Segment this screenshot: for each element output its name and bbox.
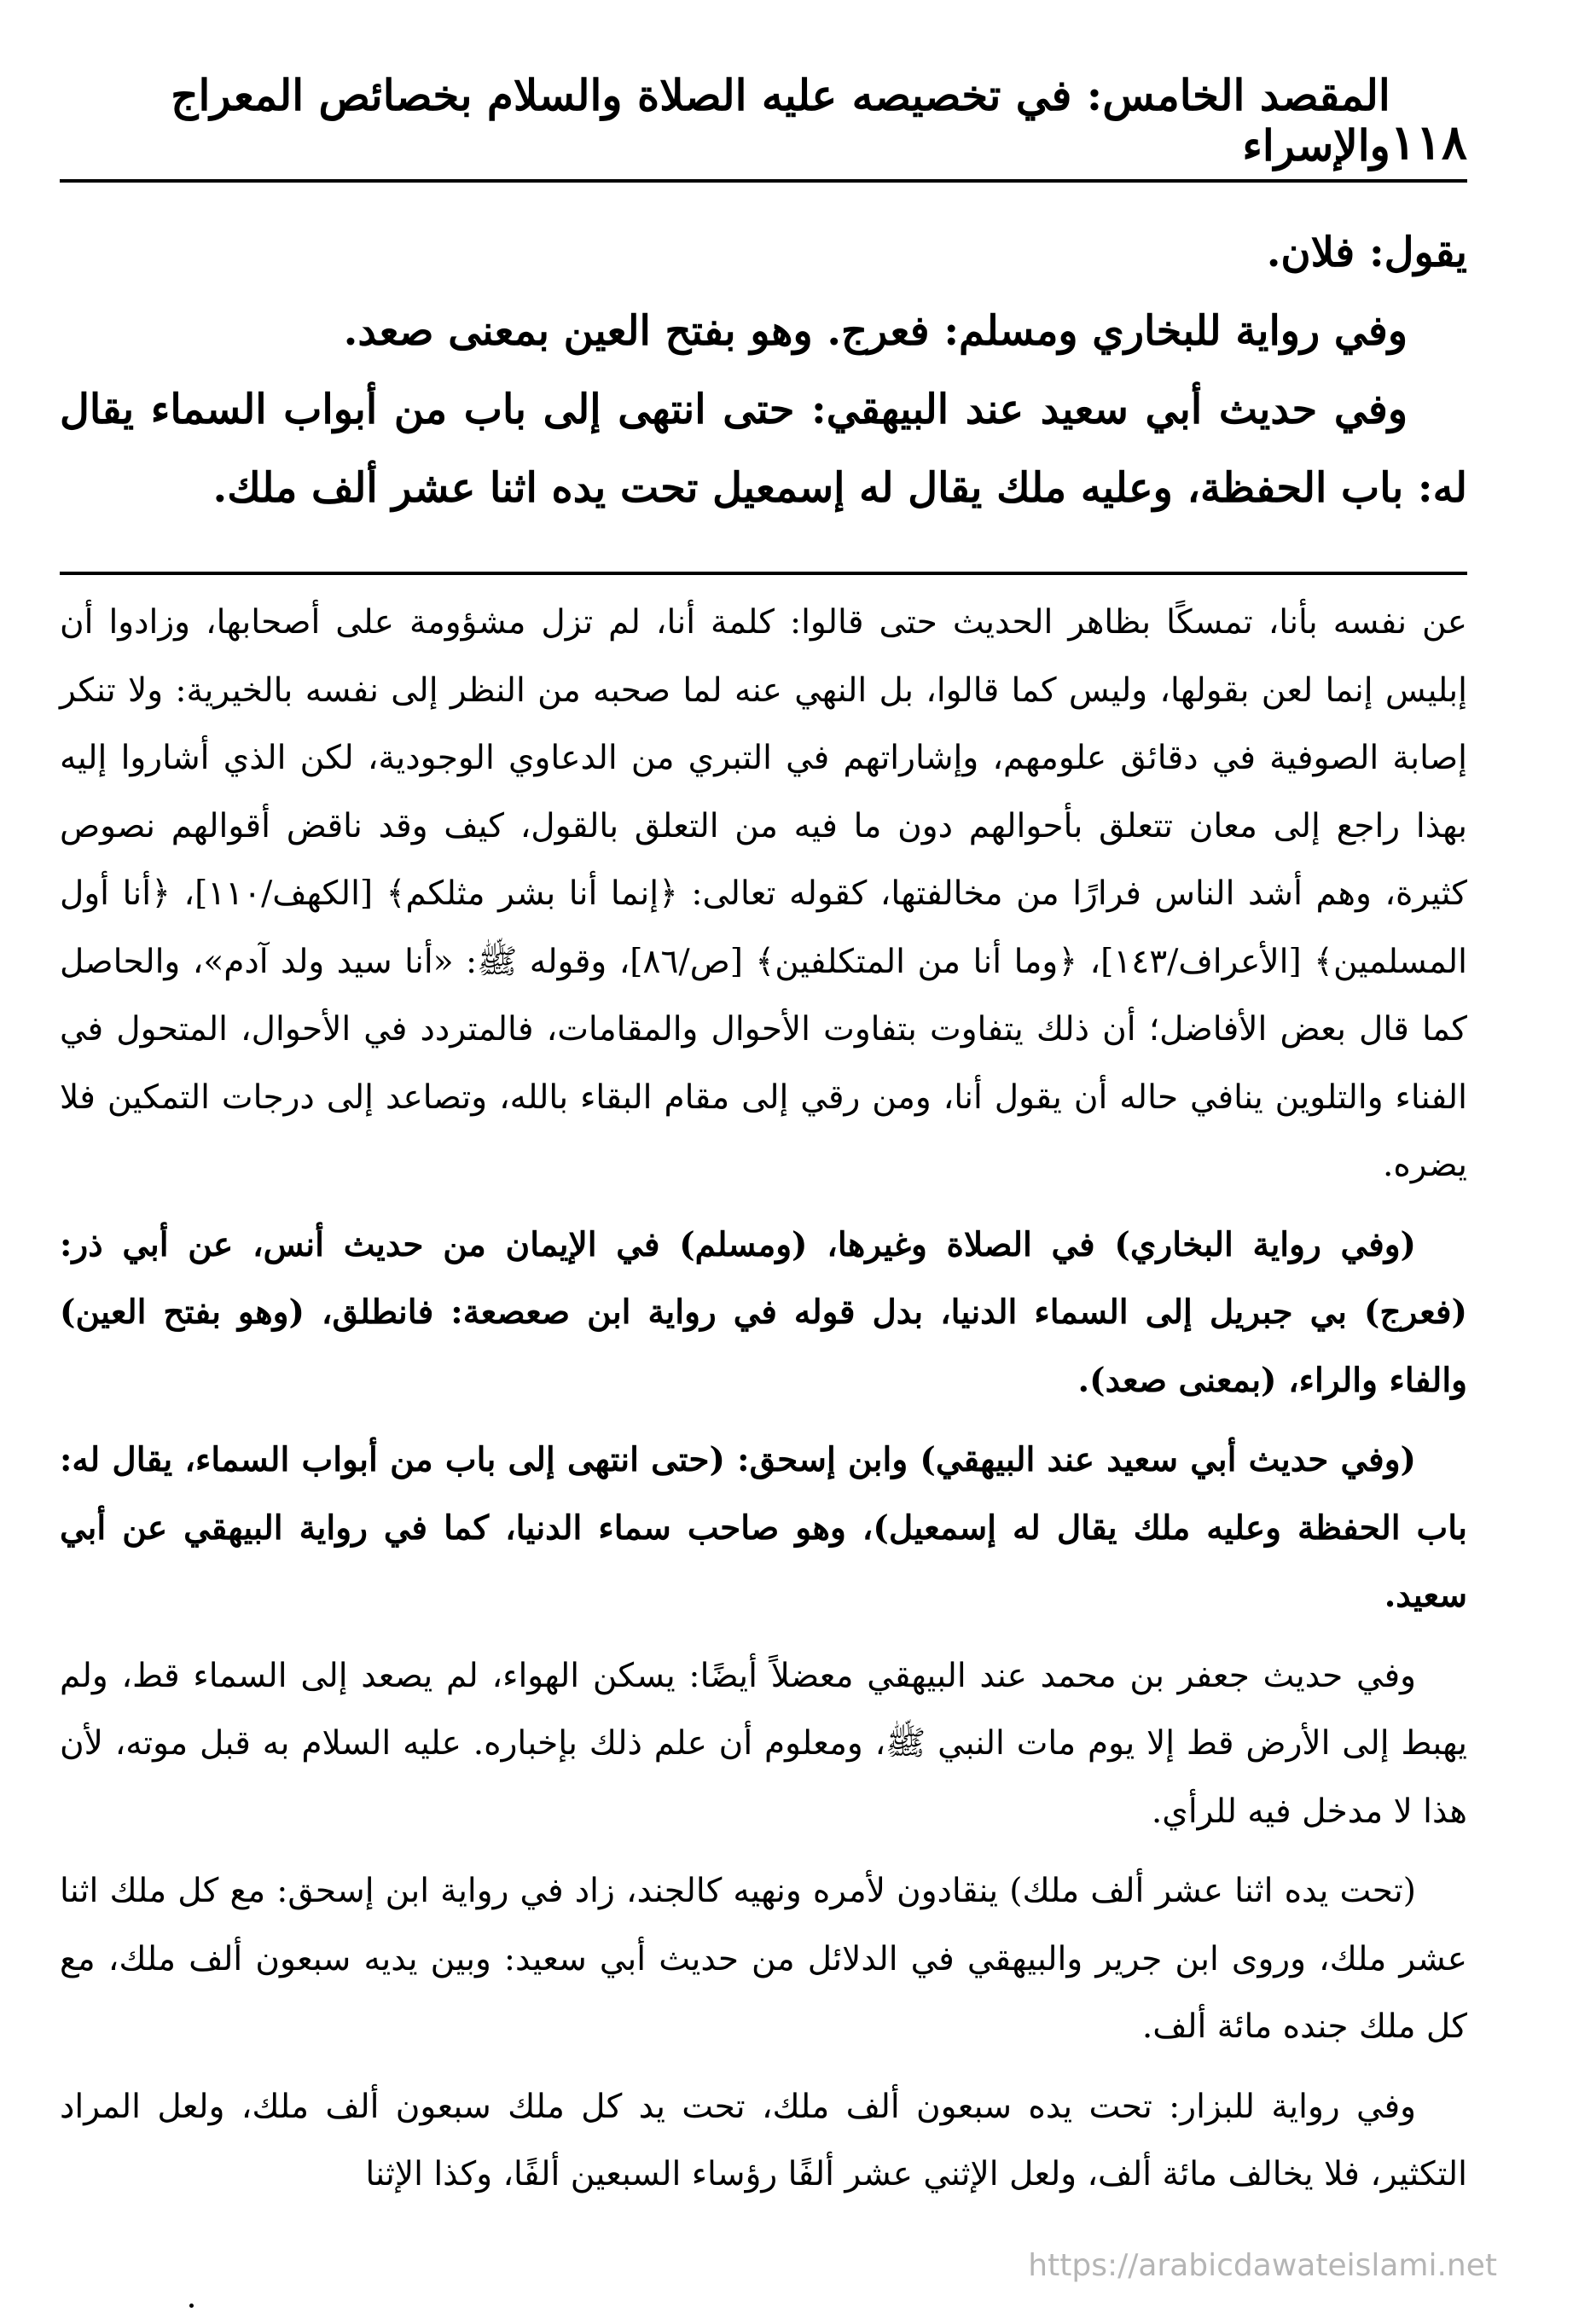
commentary-paragraph-4: وفي حديث جعفر بن محمد عند البيهقي معضلاً أيضًا: يسكن الهواء، لم يصعد إلى السماء قط، ولم يهبط إلى الأرض قط إلا يوم مات النبي ﷺ، ومعلوم أن علم ذلك بإخباره. عليه السلام به قبل موته، لأن هذا لا مدخل فيه للرأي. bbox=[60, 1656, 1467, 1831]
main-paragraph-1: يقول: فلان. bbox=[1266, 229, 1467, 276]
header-rule bbox=[60, 179, 1467, 183]
running-title: المقصد الخامس: في تخصيصه عليه الصلاة والسلام بخصائص المعراج والإسراء bbox=[171, 70, 1390, 171]
page-header bbox=[60, 70, 1467, 171]
main-paragraph-3: وفي حديث أبي سعيد عند البيهقي: حتى انتهى إلى باب من أبواب السماء يقال له: باب الحفظة، وعليه ملك يقال له إسمعيل تحت يده اثنا عشر ألف ملك. bbox=[60, 386, 1467, 512]
main-paragraph-2: وفي رواية للبخاري ومسلم: فعرج. وهو بفتح العين بمعنى صعد. bbox=[343, 307, 1408, 355]
watermark-url: https://arabicdawateislami.net bbox=[1028, 2248, 1497, 2283]
main-text bbox=[60, 213, 1467, 527]
ink-dot bbox=[189, 2304, 194, 2308]
commentary-paragraph-2: (وفي رواية البخاري) في الصلاة وغيرها، (ومسلم) في الإيمان من حديث أنس، عن أبي ذر: (فعرج) بي جبريل إلى السماء الدنيا، بدل قوله في رواية ابن صعصعة: فانطلق، (وهو بفتح العين) والفاء والراء، (بمعنى صعد). bbox=[60, 1224, 1467, 1400]
page-number: ١١٨ bbox=[1390, 114, 1467, 171]
commentary-paragraph-6: وفي رواية للبزار: تحت يده سبعون ألف ملك، تحت يد كل ملك سبعون ألف ملك، ولعل المراد التكثير، فلا يخالف مائة ألف، ولعل الإثني عشر ألفًا رؤساء السبعين ألفًا، وكذا الإثنا bbox=[60, 2087, 1467, 2193]
commentary-paragraph-1: عن نفسه بأنا، تمسكًا بظاهر الحديث حتى قالوا: كلمة أنا، لم تزل مشؤومة على أصحابها، وزادوا أن إبليس إنما لعن بقولها، وليس كما قالوا، بل النهي عنه لما صحبه من النظر إلى نفسه بالخيرية: ولا تنكر إصابة الصوفية في دقائق علومهم، وإشاراتهم في التبري من الدعاوي الوجودية، لكن الذي أشاروا إليه بهذا راجع إلى معان تتعلق بأحوالهم دون ما فيه من التعلق بالقول، كيف وقد ناقض أقوالهم نصوص كثيرة، وهم أشد الناس فرارًا من مخالفتها، كقوله تعالى: ﴿إنما أنا بشر مثلكم﴾ [الكهف/١١٠]، ﴿أنا أول المسلمين﴾ [الأعراف/١٤٣]، ﴿وما أنا من المتكلفين﴾ [ص/٨٦]، وقوله ﷺ: «أنا سيد ولد آدم»، والحاصل كما قال بعض الأفاضل؛ أن ذلك يتفاوت بتفاوت الأحوال والمقامات، فالمتردد في الأحوال، المتحول في الفناء والتلوين ينافي حاله أن يقول أنا، ومن رقي إلى مقام البقاء بالله، وتصاعد إلى درجات التمكين فلا يضره. bbox=[60, 603, 1467, 1184]
commentary-paragraph-5: (تحت يده اثنا عشر ألف ملك) ينقادون لأمره ونهيه كالجند، زاد في رواية ابن إسحق: مع كل ملك اثنا عشر ملك، وروى ابن جرير والبيهقي في الدلائل من حديث أبي سعيد: وبين يديه سبعون ألف ملك، مع كل ملك جنده مائة ألف. bbox=[60, 1872, 1467, 2046]
commentary-paragraph-3: (وفي حديث أبي سعيد عند البيهقي) وابن إسحق: (حتى انتهى إلى باب من أبواب السماء، يقال له: باب الحفظة وعليه ملك يقال له إسمعيل)، وهو صاحب سماء الدنيا، كما في رواية البيهقي عن أبي سعيد. bbox=[60, 1440, 1467, 1615]
book-page bbox=[60, 0, 1467, 2324]
commentary-rule bbox=[60, 572, 1467, 575]
commentary bbox=[60, 589, 1467, 2221]
